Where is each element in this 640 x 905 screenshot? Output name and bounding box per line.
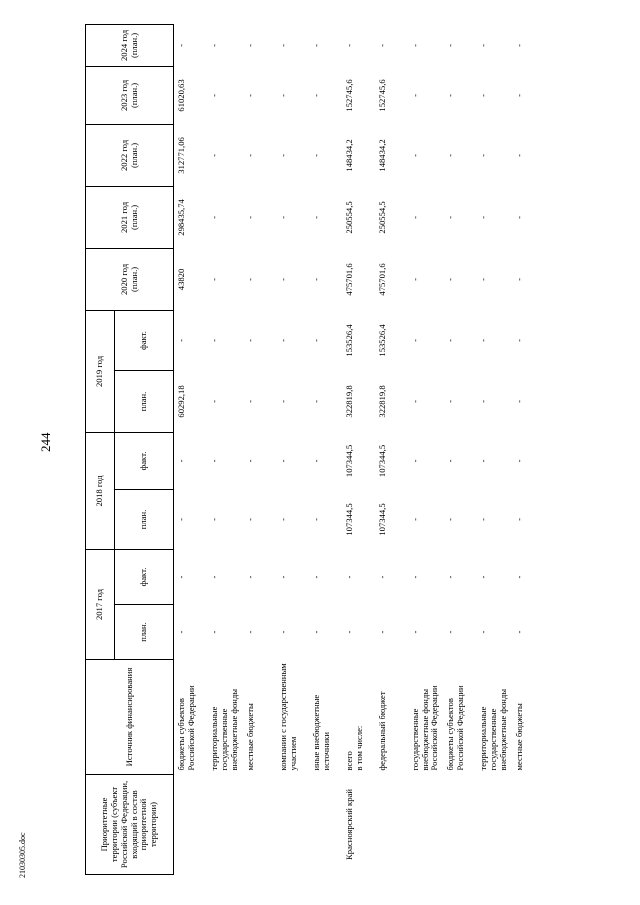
table-row (512, 24, 545, 874)
region-cell (512, 775, 545, 875)
source-cell: государственные внебюджетные фонды Российской Федерации (409, 685, 440, 771)
value-cell: - (478, 459, 489, 463)
value-cell: - (310, 216, 321, 219)
value-cell: - (209, 400, 219, 403)
value-cell: - (478, 278, 489, 281)
source-cell: местные бюджеты (244, 703, 255, 771)
footer-filename: 21030305.doc (18, 832, 27, 878)
value-cell: - (277, 339, 288, 342)
value-cell: - (277, 630, 288, 634)
value-cell: - (277, 400, 288, 403)
value-cell: - (445, 278, 456, 281)
value-cell: 107344,5 (376, 444, 387, 478)
value-cell: 60292,18 (176, 385, 186, 418)
value-cell: - (277, 459, 288, 463)
value-cell: - (513, 518, 524, 521)
value-cell: - (409, 216, 420, 219)
table-row (174, 24, 208, 874)
value-cell: - (176, 630, 186, 634)
value-cell: - (513, 459, 524, 463)
table-row (276, 24, 309, 874)
value-cell: - (244, 518, 255, 521)
value-cell: - (409, 575, 420, 579)
value-cell: - (244, 339, 255, 342)
value-cell: - (409, 278, 420, 281)
value-cell: - (409, 339, 420, 342)
header-source: Источник финансирования (86, 660, 174, 775)
region-cell (408, 775, 444, 875)
value-cell: - (277, 518, 288, 521)
value-cell: - (513, 154, 524, 157)
value-cell: - (513, 44, 524, 47)
value-cell: - (310, 575, 321, 579)
table-row (243, 24, 276, 874)
table-row (207, 24, 243, 874)
value-cell: - (277, 278, 288, 281)
value-cell: 250554,5 (376, 201, 387, 234)
value-cell: 322819,8 (343, 385, 354, 418)
table-row (309, 24, 342, 874)
value-cell: 250554,5 (343, 201, 354, 234)
value-cell: 298435,74 (176, 199, 186, 236)
value-cell: - (445, 216, 456, 219)
source-cell: федеральный бюджет (376, 691, 387, 771)
region-cell (243, 775, 276, 875)
value-cell: - (409, 94, 420, 97)
value-cell: - (244, 44, 255, 47)
table-row (408, 24, 444, 874)
region-cell (207, 775, 243, 875)
value-cell: - (409, 400, 420, 403)
table-header (86, 24, 174, 874)
value-cell: - (409, 518, 420, 521)
table-row (375, 24, 408, 874)
header-2023: 2023 год (план.) (86, 66, 174, 124)
value-cell: - (478, 575, 489, 579)
header-2020: 2020 год (план.) (86, 248, 174, 310)
value-cell: - (176, 575, 186, 579)
value-cell: - (277, 154, 288, 157)
header-2017-plan: план. (115, 605, 174, 660)
value-cell: - (244, 216, 255, 219)
value-cell: - (409, 154, 420, 157)
header-2018: 2018 год (86, 432, 115, 549)
region-cell (375, 775, 408, 875)
value-cell: - (478, 154, 489, 157)
source-cell: территориальные государственные внебюджетные фонды (209, 688, 239, 771)
table-body (174, 24, 545, 874)
value-cell: 107344,5 (343, 503, 354, 536)
value-cell: 153526,4 (343, 324, 354, 357)
value-cell: 148434,2 (376, 139, 387, 172)
value-cell: - (376, 44, 387, 47)
value-cell: - (445, 575, 456, 579)
header-2017-fact: факт. (115, 549, 174, 604)
region-cell (443, 775, 476, 875)
value-cell: - (445, 400, 456, 403)
value-cell: - (277, 94, 288, 97)
value-cell: 153526,4 (376, 324, 387, 357)
value-cell: - (209, 278, 219, 281)
header-2021: 2021 год (план.) (86, 186, 174, 248)
header-2024: 2024 год (план.) (86, 24, 174, 66)
value-cell: - (513, 339, 524, 342)
value-cell: - (513, 94, 524, 97)
value-cell: - (478, 94, 489, 97)
value-cell: 475701,6 (376, 263, 387, 296)
value-cell: - (445, 339, 456, 342)
value-cell: - (478, 518, 489, 521)
value-cell: - (209, 575, 219, 579)
region-cell: Красноярский край (343, 789, 354, 860)
value-cell: - (310, 94, 321, 97)
value-cell: - (478, 400, 489, 403)
value-cell: - (244, 400, 255, 403)
financing-table (85, 24, 545, 875)
value-cell: - (513, 575, 524, 579)
value-cell: - (445, 518, 456, 521)
value-cell: - (244, 575, 255, 579)
value-cell: 152745,6 (376, 79, 387, 112)
value-cell: - (478, 630, 489, 634)
value-cell: 148434,2 (343, 139, 354, 172)
value-cell: 152745,6 (343, 79, 354, 112)
source-cell: бюджеты субъектов Российской Федерации (176, 685, 196, 771)
value-cell: - (176, 518, 186, 521)
header-2017: 2017 год (86, 549, 115, 659)
value-cell: - (244, 630, 255, 634)
value-cell: - (513, 216, 524, 219)
value-cell: 322819,8 (376, 385, 387, 418)
value-cell: - (176, 459, 186, 463)
value-cell: - (310, 154, 321, 157)
value-cell: 43820 (176, 268, 186, 291)
value-cell: - (310, 278, 321, 281)
region-cell (174, 775, 208, 875)
table-row (342, 24, 375, 874)
value-cell: - (409, 459, 420, 463)
source-cell: бюджеты субъектов Российской Федерации (445, 685, 466, 771)
value-cell: - (310, 44, 321, 47)
value-cell: - (244, 459, 255, 463)
value-cell: - (176, 44, 186, 47)
value-cell: - (445, 94, 456, 97)
value-cell: - (244, 278, 255, 281)
value-cell: - (209, 44, 219, 47)
page-number: 244 (38, 432, 53, 452)
value-cell: - (445, 459, 456, 463)
value-cell: - (176, 339, 186, 342)
header-2018-fact: факт. (115, 432, 174, 489)
value-cell: - (478, 44, 489, 47)
header-2019-fact: факт. (115, 310, 174, 370)
value-cell: - (478, 216, 489, 219)
source-cell: всего в том числе: (343, 725, 364, 771)
value-cell: - (376, 575, 387, 579)
value-cell: - (513, 630, 524, 634)
value-cell: - (277, 216, 288, 219)
header-territory: Приоритетные территории (субъект Российской Федерации, входящий в состав приоритетной территории) (86, 775, 174, 875)
value-cell: - (513, 278, 524, 281)
value-cell: - (445, 44, 456, 47)
value-cell: - (343, 630, 354, 634)
value-cell: - (244, 154, 255, 157)
value-cell: - (310, 339, 321, 342)
value-cell: - (244, 94, 255, 97)
source-cell: иные внебюджетные источники (310, 694, 331, 771)
source-cell: компании с государственным участием (277, 663, 298, 771)
value-cell: 312771,06 (176, 137, 186, 174)
value-cell: - (310, 459, 321, 463)
value-cell: - (209, 630, 219, 634)
value-cell: - (376, 630, 387, 634)
region-cell (476, 775, 512, 875)
value-cell: - (209, 339, 219, 342)
table-row (476, 24, 512, 874)
source-cell: территориальные государственные внебюджетные фонды (478, 688, 508, 771)
header-2019-plan: план. (115, 370, 174, 432)
value-cell: - (310, 630, 321, 634)
header-2019: 2019 год (86, 310, 115, 432)
value-cell: - (409, 44, 420, 47)
value-cell: 107344,5 (343, 444, 354, 478)
value-cell: - (409, 630, 420, 634)
header-2022: 2022 год (план.) (86, 124, 174, 186)
region-cell (276, 775, 309, 875)
value-cell: - (209, 459, 219, 463)
value-cell: 475701,6 (343, 263, 354, 296)
value-cell: - (445, 154, 456, 157)
value-cell: - (513, 400, 524, 403)
value-cell: - (478, 339, 489, 342)
value-cell: - (209, 518, 219, 521)
source-cell: местные бюджеты (513, 703, 524, 771)
value-cell: 107344,5 (376, 503, 387, 536)
value-cell: - (209, 154, 219, 157)
value-cell: - (310, 400, 321, 403)
table-row (443, 24, 476, 874)
value-cell: 61020,63 (176, 79, 186, 112)
value-cell: - (277, 575, 288, 579)
region-cell (309, 775, 342, 875)
value-cell: - (209, 216, 219, 219)
value-cell: - (343, 575, 354, 579)
value-cell: - (343, 44, 354, 47)
value-cell: - (310, 518, 321, 521)
rotated-table-container (85, 25, 635, 875)
value-cell: - (445, 630, 456, 634)
value-cell: - (209, 94, 219, 97)
value-cell: - (277, 44, 288, 47)
header-2018-plan: план. (115, 489, 174, 549)
